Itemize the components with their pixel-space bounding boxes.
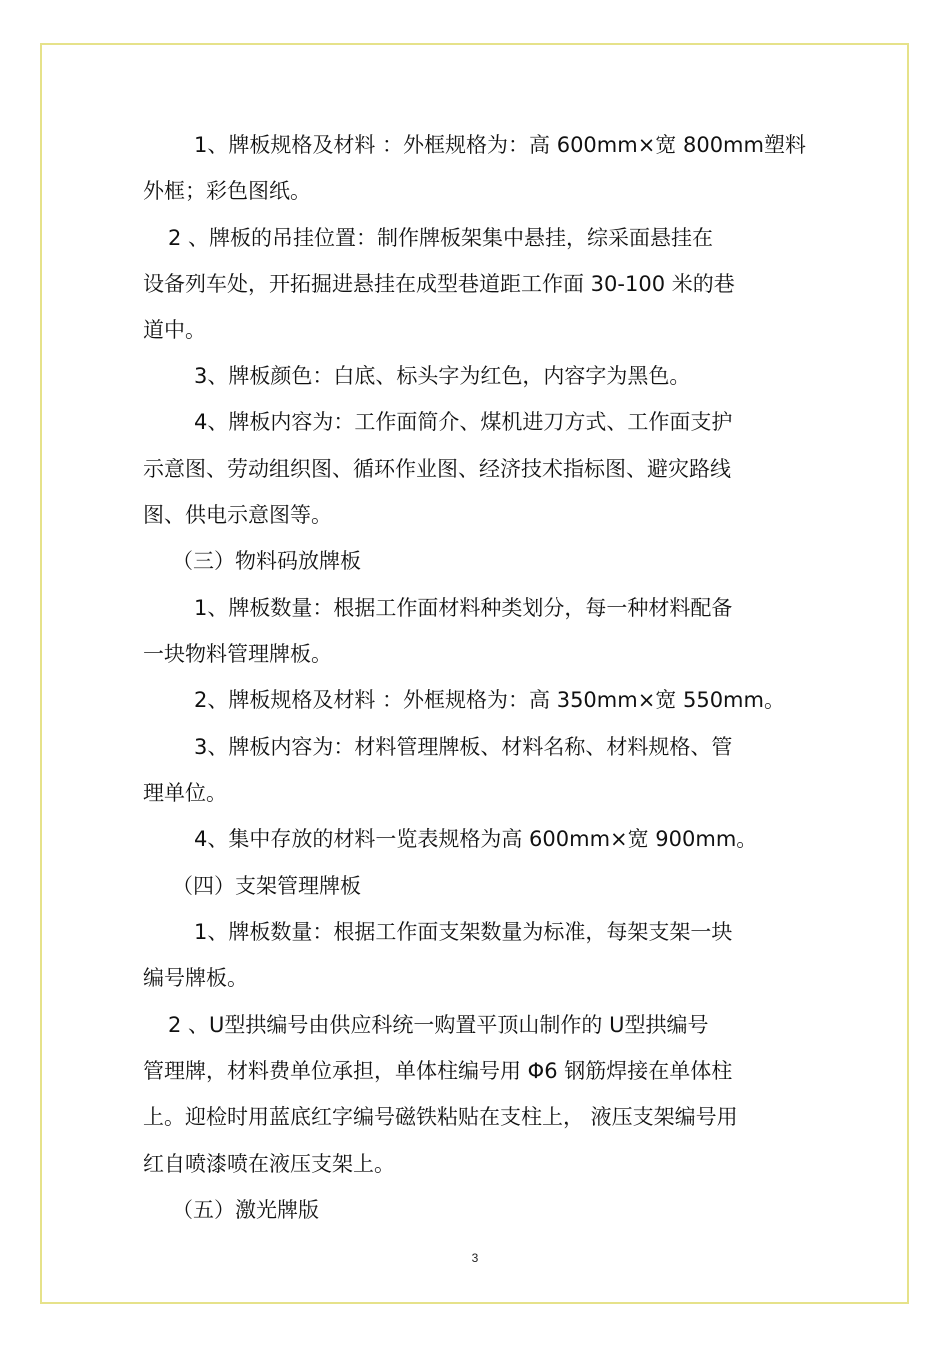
text-line: 4、牌板内容为：工作面简介、煤机进刀方式、工作面支护 (194, 410, 733, 434)
text-line: 3、牌板内容为：材料管理牌板、材料名称、材料规格、管 (194, 735, 733, 759)
text-line: 编号牌板。 (143, 966, 248, 990)
text-line: 1、牌板数量：根据工作面材料种类划分，每一种材料配备 (194, 596, 733, 620)
text-line: 2、牌板规格及材料 ：外框规格为：高 350mm×宽 550mm。 (194, 688, 785, 712)
section-heading: （四）支架管理牌板 (172, 874, 361, 898)
text-line: 红自喷漆喷在液压支架上。 (143, 1152, 395, 1176)
text-line: 示意图、劳动组织图、循环作业图、经济技术指标图、避灾路线 (143, 457, 731, 481)
text-line: 管理牌，材料费单位承担，单体柱编号用 Φ6 钢筋焊接在单体柱 (143, 1059, 733, 1083)
text-line: 道中。 (143, 318, 206, 342)
text-line: 2 、U型拱编号由供应科统一购置平顶山制作的 U型拱编号 (168, 1013, 709, 1037)
text-line: 3、牌板颜色：白底、标头字为红色，内容字为黑色。 (194, 364, 691, 388)
page-number: 3 (471, 1251, 479, 1265)
text-line: 图、供电示意图等。 (143, 503, 332, 527)
text-line: 1、牌板规格及材料 ：外框规格为：高 600mm×宽 800mm塑料 (194, 133, 806, 157)
text-line: 设备列车处，开拓掘进悬挂在成型巷道距工作面 30-100 米的巷 (143, 272, 735, 296)
text-line: 1、牌板数量：根据工作面支架数量为标准，每架支架一块 (194, 920, 733, 944)
text-line: 理单位。 (143, 781, 227, 805)
text-line: 4、集中存放的材料一览表规格为高 600mm×宽 900mm。 (194, 827, 758, 851)
text-line: 一块物料管理牌板。 (143, 642, 332, 666)
text-line: 2 、牌板的吊挂位置：制作牌板架集中悬挂，综采面悬挂在 (168, 226, 714, 250)
text-line: 上。迎检时用蓝底红字编号磁铁粘贴在支柱上， 液压支架编号用 (143, 1105, 738, 1129)
section-heading: （五）激光牌版 (172, 1198, 319, 1222)
section-heading: （三）物料码放牌板 (172, 549, 361, 573)
text-line: 外框；彩色图纸。 (143, 179, 311, 203)
